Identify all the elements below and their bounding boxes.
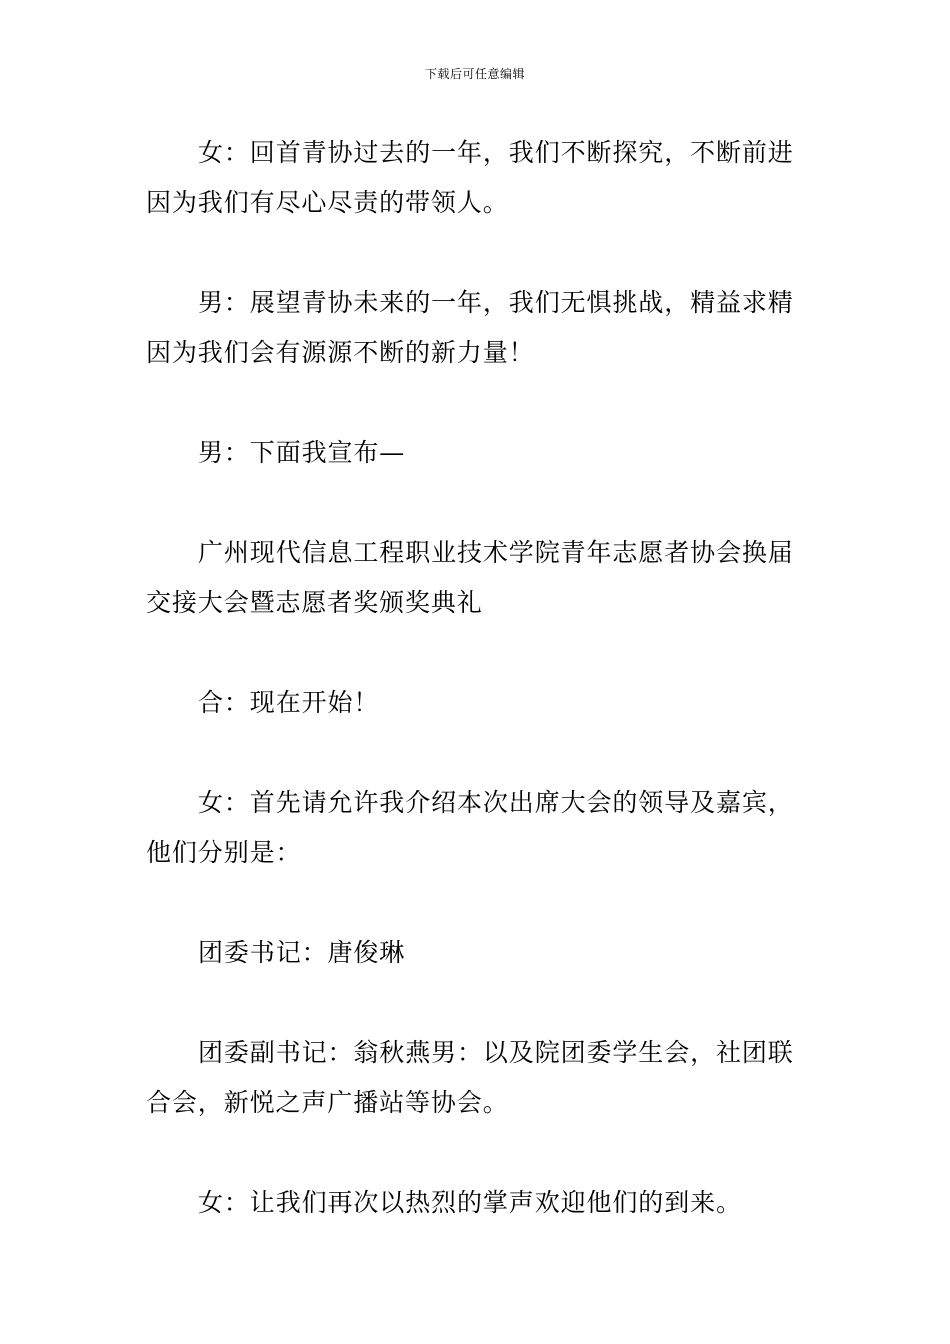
paragraph-line: 团委副书记：翁秋燕男：以及院团委学生会，社团联	[198, 1038, 794, 1067]
paragraph	[146, 678, 806, 728]
paragraph	[146, 928, 806, 978]
paragraph	[146, 1178, 806, 1228]
paragraph-line: 因为我们有尽心尽责的带领人。	[146, 188, 509, 217]
paragraph-line: 广州现代信息工程职业技术学院青年志愿者协会换届	[198, 538, 794, 567]
paragraph	[146, 1028, 806, 1128]
paragraph	[146, 528, 806, 628]
paragraph-line: 女：首先请允许我介绍本次出席大会的领导及嘉宾，	[198, 788, 794, 817]
paragraph	[146, 278, 806, 378]
paragraph	[146, 128, 806, 228]
paragraph-line: 女：让我们再次以热烈的掌声欢迎他们的到来。	[198, 1188, 742, 1217]
paragraph-line: 团委书记：唐俊琳	[198, 938, 406, 967]
paragraph-line: 合会，新悦之声广播站等协会。	[146, 1088, 509, 1117]
paragraph-line: 男：展望青协未来的一年，我们无惧挑战，精益求精	[198, 288, 794, 317]
paragraph-line: 合：现在开始！	[198, 688, 380, 717]
paragraph	[146, 778, 806, 878]
paragraph-line: 因为我们会有源源不断的新力量！	[146, 338, 535, 367]
paragraph-line: 他们分别是：	[146, 838, 302, 867]
document-body	[146, 128, 806, 1228]
paragraph-line: 男：下面我宣布—	[198, 438, 406, 467]
paragraph-line: 女：回首青协过去的一年，我们不断探究，不断前进	[198, 138, 794, 167]
paragraph	[146, 428, 806, 478]
header-note: 下载后可任意编辑	[424, 67, 525, 81]
paragraph-line: 交接大会暨志愿者奖颁奖典礼	[146, 588, 483, 617]
